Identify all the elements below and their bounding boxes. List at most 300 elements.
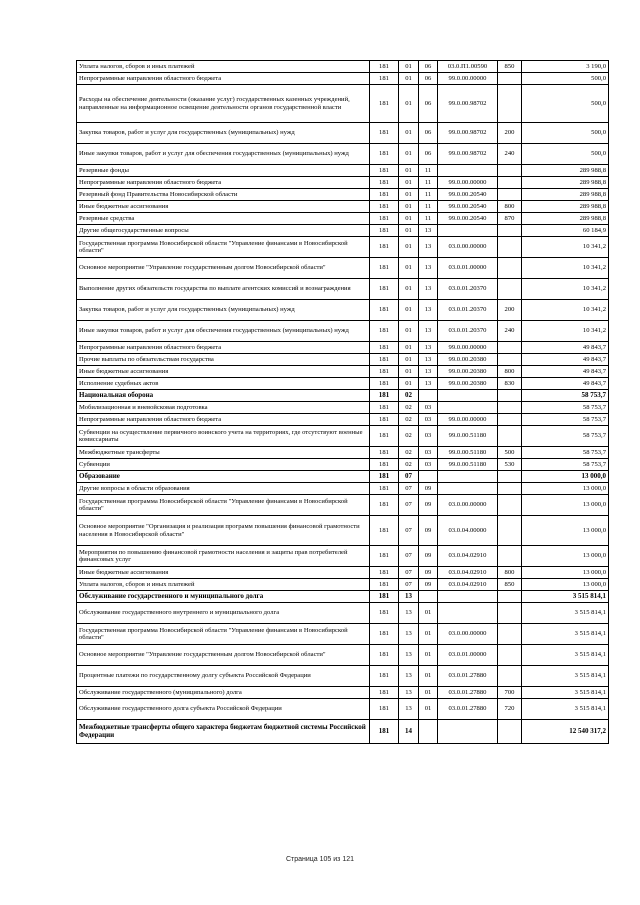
row-rz-code: 01 (399, 144, 419, 165)
row-vr-code: 850 (498, 579, 522, 591)
row-cs-code: 99.0.00.20380 (438, 378, 498, 390)
row-rz-code: 13 (399, 699, 419, 720)
row-pr-code: 03 (419, 414, 438, 426)
row-gr-code: 181 (370, 720, 399, 744)
row-gr-code: 181 (370, 471, 399, 483)
table-row (77, 645, 609, 666)
table-row (77, 426, 609, 447)
table-row (77, 201, 609, 213)
row-pr-code (419, 390, 438, 402)
row-cs-code: 99.0.00.20380 (438, 354, 498, 366)
row-vr-code (498, 516, 522, 546)
row-cs-code (438, 165, 498, 177)
row-sum: 500,0 (522, 144, 609, 165)
row-sum: 3 515 814,1 (522, 603, 609, 624)
row-cs-code: 99.0.00.51180 (438, 459, 498, 471)
row-gr-code: 181 (370, 144, 399, 165)
row-name: Обслуживание государственного и муниципального долга (77, 591, 370, 603)
row-vr-code (498, 165, 522, 177)
table-row (77, 390, 609, 402)
row-name: Исполнение судебных актов (77, 378, 370, 390)
row-pr-code: 03 (419, 447, 438, 459)
row-gr-code: 181 (370, 354, 399, 366)
row-name: Закупка товаров, работ и услуг для государственных (муниципальных) нужд (77, 300, 370, 321)
row-pr-code: 11 (419, 189, 438, 201)
row-pr-code: 13 (419, 237, 438, 258)
row-cs-code (438, 720, 498, 744)
row-pr-code: 01 (419, 687, 438, 699)
row-rz-code: 01 (399, 177, 419, 189)
row-sum: 58 753,7 (522, 459, 609, 471)
row-name: Уплата налогов, сборов и иных платежей (77, 579, 370, 591)
table-row (77, 720, 609, 744)
row-vr-code (498, 495, 522, 516)
row-gr-code: 181 (370, 645, 399, 666)
table-row (77, 144, 609, 165)
row-rz-code: 01 (399, 189, 419, 201)
row-rz-code: 13 (399, 591, 419, 603)
table-row (77, 483, 609, 495)
row-name: Обслуживание государственного внутреннего и муниципального долга (77, 603, 370, 624)
row-pr-code: 01 (419, 666, 438, 687)
row-gr-code: 181 (370, 258, 399, 279)
row-cs-code (438, 390, 498, 402)
row-cs-code: 03.0.01.27880 (438, 699, 498, 720)
row-cs-code: 03.0.00.00000 (438, 237, 498, 258)
row-vr-code: 200 (498, 300, 522, 321)
row-pr-code: 13 (419, 279, 438, 300)
row-pr-code: 11 (419, 201, 438, 213)
row-name: Закупка товаров, работ и услуг для государственных (муниципальных) нужд (77, 123, 370, 144)
table-row (77, 85, 609, 123)
budget-table (76, 60, 609, 744)
row-vr-code: 200 (498, 123, 522, 144)
table-row (77, 579, 609, 591)
row-rz-code: 01 (399, 61, 419, 73)
row-gr-code: 181 (370, 123, 399, 144)
row-vr-code: 240 (498, 144, 522, 165)
row-vr-code (498, 258, 522, 279)
row-pr-code: 09 (419, 495, 438, 516)
row-rz-code: 02 (399, 390, 419, 402)
row-rz-code: 01 (399, 378, 419, 390)
row-rz-code: 01 (399, 300, 419, 321)
row-name: Мобилизационная и вневойсковая подготовка (77, 402, 370, 414)
row-sum: 58 753,7 (522, 414, 609, 426)
row-pr-code: 13 (419, 300, 438, 321)
row-pr-code: 13 (419, 225, 438, 237)
row-sum: 3 515 814,1 (522, 624, 609, 645)
row-gr-code: 181 (370, 279, 399, 300)
row-name: Основное мероприятие "Управление государственным долгом Новосибирской области" (77, 258, 370, 279)
row-rz-code: 01 (399, 354, 419, 366)
row-vr-code: 800 (498, 366, 522, 378)
row-name: Резервные фонды (77, 165, 370, 177)
row-name: Непрограммные направления областного бюджета (77, 73, 370, 85)
row-sum: 13 000,0 (522, 546, 609, 567)
row-name: Резервный фонд Правительства Новосибирской области (77, 189, 370, 201)
row-sum: 289 988,8 (522, 165, 609, 177)
row-name: Другие общегосударственные вопросы (77, 225, 370, 237)
table-row (77, 213, 609, 225)
row-gr-code: 181 (370, 201, 399, 213)
row-gr-code: 181 (370, 624, 399, 645)
row-vr-code: 850 (498, 61, 522, 73)
row-gr-code: 181 (370, 189, 399, 201)
row-name: Иные бюджетные ассигнования (77, 567, 370, 579)
row-sum: 13 000,0 (522, 495, 609, 516)
row-name: Прочие выплаты по обязательствам государства (77, 354, 370, 366)
row-vr-code (498, 342, 522, 354)
row-name: Государственная программа Новосибирской области "Управление финансами в Новосибирской области" (77, 237, 370, 258)
row-rz-code: 07 (399, 471, 419, 483)
row-pr-code: 13 (419, 354, 438, 366)
row-gr-code: 181 (370, 165, 399, 177)
row-cs-code: 03.0.04.02910 (438, 546, 498, 567)
row-vr-code (498, 354, 522, 366)
row-rz-code: 01 (399, 321, 419, 342)
row-gr-code: 181 (370, 495, 399, 516)
row-pr-code: 03 (419, 402, 438, 414)
row-sum: 13 000,0 (522, 579, 609, 591)
table-row (77, 354, 609, 366)
row-vr-code (498, 645, 522, 666)
row-sum: 60 184,9 (522, 225, 609, 237)
table-row (77, 516, 609, 546)
table-row (77, 165, 609, 177)
row-gr-code: 181 (370, 483, 399, 495)
row-vr-code (498, 390, 522, 402)
row-cs-code: 99.0.00.51180 (438, 447, 498, 459)
row-sum: 10 341,2 (522, 300, 609, 321)
row-pr-code: 06 (419, 123, 438, 144)
row-sum: 58 753,7 (522, 447, 609, 459)
row-vr-code (498, 189, 522, 201)
row-pr-code: 09 (419, 567, 438, 579)
row-name: Непрограммные направления областного бюджета (77, 342, 370, 354)
row-name: Иные закупки товаров, работ и услуг для обеспечения государственных (муниципальных) нужд (77, 144, 370, 165)
table-row (77, 402, 609, 414)
row-vr-code: 720 (498, 699, 522, 720)
table-row (77, 471, 609, 483)
row-cs-code (438, 483, 498, 495)
row-name: Непрограммные направления областного бюджета (77, 177, 370, 189)
row-gr-code: 181 (370, 591, 399, 603)
row-cs-code: 03.0.04.02910 (438, 579, 498, 591)
row-pr-code: 06 (419, 144, 438, 165)
row-vr-code: 800 (498, 567, 522, 579)
row-pr-code (419, 471, 438, 483)
row-vr-code (498, 483, 522, 495)
row-pr-code: 13 (419, 258, 438, 279)
row-gr-code: 181 (370, 225, 399, 237)
row-rz-code: 01 (399, 213, 419, 225)
row-vr-code: 870 (498, 213, 522, 225)
row-vr-code (498, 591, 522, 603)
table-row (77, 342, 609, 354)
table-row (77, 237, 609, 258)
row-rz-code: 02 (399, 414, 419, 426)
budget-table-sheet (76, 60, 608, 744)
row-name: Процентные платежи по государственному долгу субъекта Российской Федерации (77, 666, 370, 687)
table-row (77, 177, 609, 189)
table-row (77, 73, 609, 85)
row-pr-code: 06 (419, 85, 438, 123)
row-sum: 58 753,7 (522, 390, 609, 402)
row-rz-code: 13 (399, 645, 419, 666)
row-cs-code: 99.0.00.98702 (438, 85, 498, 123)
row-sum: 49 843,7 (522, 378, 609, 390)
table-row (77, 123, 609, 144)
row-sum: 58 753,7 (522, 426, 609, 447)
table-row (77, 225, 609, 237)
row-name: Субвенции (77, 459, 370, 471)
row-name: Резервные средства (77, 213, 370, 225)
row-sum: 10 341,2 (522, 279, 609, 300)
row-gr-code: 181 (370, 177, 399, 189)
row-vr-code: 500 (498, 447, 522, 459)
row-cs-code (438, 603, 498, 624)
row-gr-code: 181 (370, 321, 399, 342)
row-cs-code: 03.0.П1.00590 (438, 61, 498, 73)
row-name: Национальная оборона (77, 390, 370, 402)
row-vr-code (498, 225, 522, 237)
table-row (77, 495, 609, 516)
row-cs-code: 99.0.00.98702 (438, 144, 498, 165)
row-sum: 3 190,0 (522, 61, 609, 73)
row-name: Государственная программа Новосибирской области "Управление финансами в Новосибирской области" (77, 624, 370, 645)
row-gr-code: 181 (370, 237, 399, 258)
row-cs-code: 03.0.01.00000 (438, 645, 498, 666)
row-cs-code: 99.0.00.20540 (438, 189, 498, 201)
row-rz-code: 01 (399, 123, 419, 144)
table-row (77, 699, 609, 720)
table-row (77, 279, 609, 300)
row-vr-code: 240 (498, 321, 522, 342)
row-cs-code: 99.0.00.51180 (438, 426, 498, 447)
row-gr-code: 181 (370, 579, 399, 591)
row-name: Расходы на обеспечение деятельности (оказание услуг) государственных казенных учреждений, направленные на информационное освещение деятельности органов государственной власти (77, 85, 370, 123)
row-cs-code (438, 402, 498, 414)
row-name: Мероприятия по повышению финансовой грамотности населения и защиты прав потребителей финансовых услуг (77, 546, 370, 567)
row-pr-code: 09 (419, 516, 438, 546)
row-rz-code: 07 (399, 483, 419, 495)
row-sum: 10 341,2 (522, 237, 609, 258)
row-gr-code: 181 (370, 85, 399, 123)
row-sum: 3 515 814,1 (522, 666, 609, 687)
row-pr-code: 13 (419, 366, 438, 378)
row-sum: 58 753,7 (522, 402, 609, 414)
row-cs-code: 03.0.01.20370 (438, 321, 498, 342)
row-vr-code (498, 426, 522, 447)
row-cs-code: 03.0.00.00000 (438, 624, 498, 645)
row-sum: 13 000,0 (522, 567, 609, 579)
row-cs-code: 99.0.00.20380 (438, 366, 498, 378)
row-rz-code: 13 (399, 687, 419, 699)
row-rz-code: 07 (399, 579, 419, 591)
row-gr-code: 181 (370, 73, 399, 85)
row-vr-code (498, 624, 522, 645)
row-gr-code: 181 (370, 699, 399, 720)
table-row (77, 300, 609, 321)
row-pr-code (419, 720, 438, 744)
row-pr-code: 03 (419, 426, 438, 447)
row-name: Другие вопросы в области образования (77, 483, 370, 495)
row-pr-code: 01 (419, 699, 438, 720)
row-pr-code: 01 (419, 624, 438, 645)
row-rz-code: 01 (399, 85, 419, 123)
row-vr-code: 800 (498, 201, 522, 213)
row-sum: 500,0 (522, 123, 609, 144)
row-pr-code: 09 (419, 546, 438, 567)
table-body (77, 61, 609, 744)
row-gr-code: 181 (370, 402, 399, 414)
row-rz-code: 01 (399, 258, 419, 279)
row-vr-code: 830 (498, 378, 522, 390)
row-rz-code: 07 (399, 516, 419, 546)
row-sum: 3 515 814,1 (522, 687, 609, 699)
row-gr-code: 181 (370, 378, 399, 390)
row-vr-code (498, 85, 522, 123)
row-cs-code: 99.0.00.00000 (438, 73, 498, 85)
table-row (77, 366, 609, 378)
row-rz-code: 02 (399, 447, 419, 459)
row-rz-code: 01 (399, 201, 419, 213)
row-name: Государственная программа Новосибирской области "Управление финансами в Новосибирской области" (77, 495, 370, 516)
row-pr-code: 01 (419, 645, 438, 666)
table-row (77, 666, 609, 687)
row-vr-code (498, 237, 522, 258)
row-rz-code: 01 (399, 279, 419, 300)
row-cs-code: 99.0.00.20540 (438, 201, 498, 213)
row-gr-code: 181 (370, 567, 399, 579)
row-cs-code: 03.0.01.20370 (438, 300, 498, 321)
row-pr-code: 03 (419, 459, 438, 471)
row-pr-code (419, 591, 438, 603)
row-name: Межбюджетные трансферты общего характера бюджетам бюджетной системы Российской Федерации (77, 720, 370, 744)
row-name: Образование (77, 471, 370, 483)
row-cs-code: 03.0.01.00000 (438, 258, 498, 279)
row-name: Непрограммные направления областного бюджета (77, 414, 370, 426)
row-gr-code: 181 (370, 687, 399, 699)
row-sum: 10 341,2 (522, 321, 609, 342)
row-gr-code: 181 (370, 516, 399, 546)
row-gr-code: 181 (370, 366, 399, 378)
row-sum: 13 000,0 (522, 516, 609, 546)
row-sum: 12 540 317,2 (522, 720, 609, 744)
row-name: Уплата налогов, сборов и иных платежей (77, 61, 370, 73)
row-sum: 10 341,2 (522, 258, 609, 279)
row-sum: 3 515 814,1 (522, 591, 609, 603)
row-cs-code: 03.0.00.00000 (438, 495, 498, 516)
row-gr-code: 181 (370, 390, 399, 402)
table-row (77, 447, 609, 459)
row-pr-code: 09 (419, 483, 438, 495)
row-cs-code (438, 591, 498, 603)
row-sum: 13 000,0 (522, 483, 609, 495)
row-vr-code (498, 471, 522, 483)
row-vr-code (498, 720, 522, 744)
row-rz-code: 13 (399, 666, 419, 687)
row-gr-code: 181 (370, 61, 399, 73)
table-row (77, 459, 609, 471)
page-number: Страница 105 из 121 (285, 856, 355, 863)
row-gr-code: 181 (370, 447, 399, 459)
row-gr-code: 181 (370, 603, 399, 624)
row-gr-code: 181 (370, 342, 399, 354)
table-row (77, 61, 609, 73)
row-sum: 49 843,7 (522, 342, 609, 354)
row-cs-code: 99.0.00.00000 (438, 342, 498, 354)
row-pr-code: 13 (419, 378, 438, 390)
row-pr-code: 01 (419, 603, 438, 624)
row-pr-code: 09 (419, 579, 438, 591)
table-row (77, 546, 609, 567)
row-gr-code: 181 (370, 300, 399, 321)
row-pr-code: 11 (419, 213, 438, 225)
row-sum: 500,0 (522, 73, 609, 85)
table-row (77, 258, 609, 279)
row-vr-code (498, 279, 522, 300)
row-name: Иные бюджетные ассигнования (77, 201, 370, 213)
row-sum: 49 843,7 (522, 354, 609, 366)
row-pr-code: 06 (419, 61, 438, 73)
row-cs-code: 03.0.04.00000 (438, 516, 498, 546)
row-cs-code: 03.0.01.20370 (438, 279, 498, 300)
row-cs-code: 99.0.00.20540 (438, 213, 498, 225)
table-row (77, 603, 609, 624)
row-cs-code: 03.0.01.27880 (438, 687, 498, 699)
row-name: Иные закупки товаров, работ и услуг для обеспечения государственных (муниципальных) нужд (77, 321, 370, 342)
row-gr-code: 181 (370, 459, 399, 471)
row-pr-code: 06 (419, 73, 438, 85)
row-rz-code: 14 (399, 720, 419, 744)
row-rz-code: 13 (399, 624, 419, 645)
row-rz-code: 01 (399, 225, 419, 237)
row-pr-code: 11 (419, 177, 438, 189)
table-row (77, 189, 609, 201)
row-vr-code: 700 (498, 687, 522, 699)
row-sum: 3 515 814,1 (522, 699, 609, 720)
row-sum: 49 843,7 (522, 366, 609, 378)
row-pr-code: 11 (419, 165, 438, 177)
row-cs-code: 99.0.00.00000 (438, 177, 498, 189)
row-gr-code: 181 (370, 414, 399, 426)
table-row (77, 591, 609, 603)
row-name: Межбюджетные трансферты (77, 447, 370, 459)
row-rz-code: 01 (399, 165, 419, 177)
row-pr-code: 13 (419, 342, 438, 354)
row-vr-code: 530 (498, 459, 522, 471)
row-sum: 289 988,8 (522, 213, 609, 225)
row-rz-code: 02 (399, 459, 419, 471)
row-gr-code: 181 (370, 213, 399, 225)
table-row (77, 624, 609, 645)
row-rz-code: 01 (399, 342, 419, 354)
row-vr-code (498, 73, 522, 85)
row-rz-code: 01 (399, 366, 419, 378)
row-gr-code: 181 (370, 426, 399, 447)
row-name: Основное мероприятие "Управление государственным долгом Новосибирской области" (77, 645, 370, 666)
row-rz-code: 02 (399, 426, 419, 447)
row-name: Обслуживание государственного долга субъекта Российской Федерации (77, 699, 370, 720)
table-row (77, 567, 609, 579)
row-rz-code: 07 (399, 567, 419, 579)
row-vr-code (498, 666, 522, 687)
row-cs-code: 03.0.04.02910 (438, 567, 498, 579)
row-gr-code: 181 (370, 666, 399, 687)
row-sum: 289 988,8 (522, 177, 609, 189)
